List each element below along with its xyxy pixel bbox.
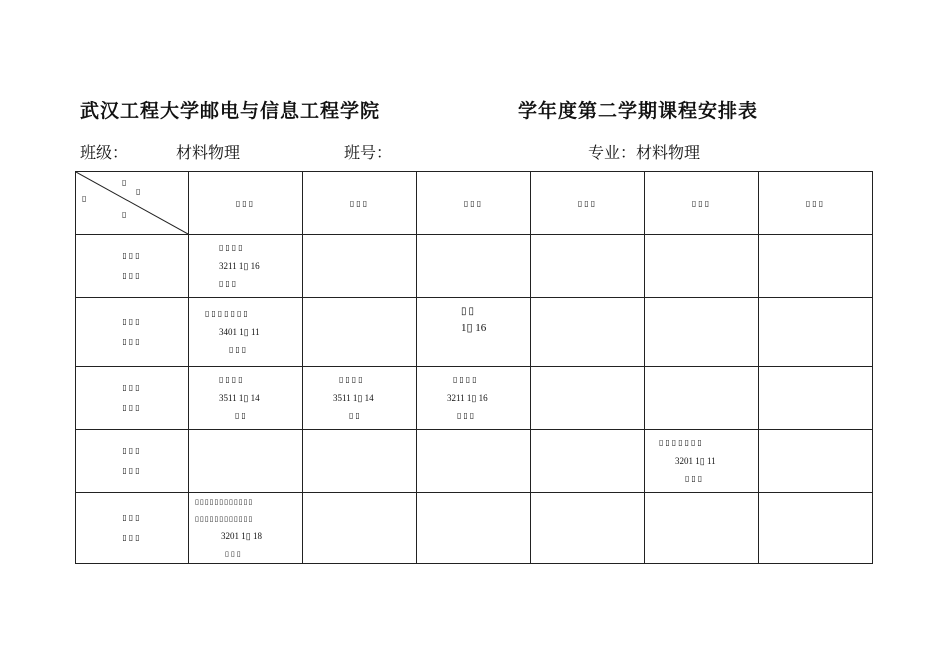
class-info bbox=[80, 140, 840, 162]
course-room: ▯▯▯ bbox=[225, 549, 243, 558]
weekday-header: ▯▯▯ bbox=[645, 172, 759, 235]
course-code: 3511 1▯ 14 bbox=[333, 393, 374, 403]
title-school: 武汉工程大学邮电与信息工程学院 bbox=[80, 100, 381, 122]
period-label-line: ▯▯▯ bbox=[122, 513, 142, 522]
empty-cell bbox=[759, 367, 873, 430]
course-name: ▯▯▯▯▯▯▯ bbox=[205, 309, 250, 318]
period-label-line: ▯▯▯ bbox=[122, 271, 142, 280]
period-label bbox=[76, 367, 189, 430]
empty-cell bbox=[531, 493, 645, 564]
period-label-line: ▯▯▯ bbox=[122, 251, 142, 260]
empty-cell bbox=[531, 235, 645, 298]
course-cell bbox=[417, 367, 531, 430]
period-label-line: ▯▯▯ bbox=[122, 317, 142, 326]
course-cell bbox=[189, 235, 303, 298]
empty-cell bbox=[189, 430, 303, 493]
course-code: 1▯ 16 bbox=[461, 322, 487, 334]
course-code: 3211 1▯ 16 bbox=[219, 261, 260, 271]
class-number-label: 班号： bbox=[344, 143, 393, 162]
corner-label-bottom: ▯ bbox=[122, 210, 129, 219]
corner-label-top2: ▯ bbox=[136, 187, 143, 196]
weekday-header: ▯▯▯ bbox=[417, 172, 531, 235]
period-label-line: ▯▯▯ bbox=[122, 337, 142, 346]
course-code: 3511 1▯ 14 bbox=[219, 393, 260, 403]
period-label bbox=[76, 298, 189, 367]
corner-label-top1: ▯ bbox=[122, 178, 129, 187]
course-name: ▯▯▯▯ bbox=[219, 243, 245, 252]
empty-cell bbox=[417, 430, 531, 493]
course-cell bbox=[189, 493, 303, 564]
course-name: ▯▯ bbox=[461, 306, 477, 317]
course-name: ▯▯▯▯▯▯▯▯▯▯▯▯ bbox=[195, 497, 254, 506]
empty-cell bbox=[303, 430, 417, 493]
class-value: 材料物理 bbox=[176, 143, 241, 162]
empty-cell bbox=[645, 493, 759, 564]
empty-cell bbox=[303, 298, 417, 367]
empty-cell bbox=[759, 298, 873, 367]
course-room: ▯▯▯ bbox=[229, 345, 249, 354]
diagonal-line bbox=[76, 172, 188, 234]
period-label-line: ▯▯▯ bbox=[122, 403, 142, 412]
course-cell bbox=[417, 298, 531, 367]
empty-cell bbox=[531, 430, 645, 493]
course-room: ▯▯ bbox=[235, 411, 248, 420]
period-label-line: ▯▯▯ bbox=[122, 383, 142, 392]
course-name: ▯▯▯▯ bbox=[339, 375, 365, 384]
schedule-table bbox=[75, 171, 873, 564]
course-code: 3201 1▯ 18 bbox=[221, 530, 262, 541]
course-cell bbox=[189, 367, 303, 430]
empty-cell bbox=[645, 367, 759, 430]
weekday-header: ▯▯▯ bbox=[189, 172, 303, 235]
course-cell bbox=[189, 298, 303, 367]
period-label bbox=[76, 235, 189, 298]
class-label: 班级： bbox=[80, 143, 129, 162]
course-name: ▯▯▯▯ bbox=[219, 375, 245, 384]
empty-cell bbox=[303, 493, 417, 564]
period-row bbox=[76, 298, 873, 367]
period-row bbox=[76, 235, 873, 298]
empty-cell bbox=[645, 235, 759, 298]
period-label-line: ▯▯▯ bbox=[122, 533, 142, 542]
period-row bbox=[76, 367, 873, 430]
empty-cell bbox=[303, 235, 417, 298]
course-name: ▯▯▯▯ bbox=[453, 375, 479, 384]
empty-cell bbox=[531, 367, 645, 430]
course-cell bbox=[645, 430, 759, 493]
period-row bbox=[76, 430, 873, 493]
corner-cell bbox=[76, 172, 189, 235]
corner-label-left: ▯ bbox=[82, 194, 89, 203]
title-term: 学年度第二学期课程安排表 bbox=[518, 100, 759, 122]
weekday-header: ▯▯▯ bbox=[759, 172, 873, 235]
course-room: ▯▯ bbox=[349, 411, 362, 420]
empty-cell bbox=[645, 298, 759, 367]
major-label: 专业：材料物理 bbox=[588, 143, 701, 162]
weekday-header: ▯▯▯ bbox=[303, 172, 417, 235]
course-name: ▯▯▯▯▯▯▯▯▯▯▯▯ bbox=[195, 514, 254, 523]
period-label bbox=[76, 430, 189, 493]
course-name: ▯▯▯▯▯▯▯ bbox=[659, 438, 704, 447]
empty-cell bbox=[417, 235, 531, 298]
empty-cell bbox=[531, 298, 645, 367]
course-cell bbox=[303, 367, 417, 430]
course-room: ▯▯▯ bbox=[219, 279, 239, 288]
course-code: 3401 1▯ 11 bbox=[219, 327, 260, 337]
weekday-header: ▯▯▯ bbox=[531, 172, 645, 235]
page-title bbox=[80, 96, 840, 122]
empty-cell bbox=[759, 235, 873, 298]
header-row bbox=[76, 172, 873, 235]
period-label-line: ▯▯▯ bbox=[122, 466, 142, 475]
course-room: ▯▯▯ bbox=[685, 474, 705, 483]
course-code: 3211 1▯ 16 bbox=[447, 393, 488, 403]
empty-cell bbox=[417, 493, 531, 564]
empty-cell bbox=[759, 430, 873, 493]
period-row bbox=[76, 493, 873, 564]
period-label-line: ▯▯▯ bbox=[122, 446, 142, 455]
course-code: 3201 1▯ 11 bbox=[675, 456, 716, 466]
course-room: ▯▯▯ bbox=[457, 411, 477, 420]
empty-cell bbox=[759, 493, 873, 564]
period-label bbox=[76, 493, 189, 564]
